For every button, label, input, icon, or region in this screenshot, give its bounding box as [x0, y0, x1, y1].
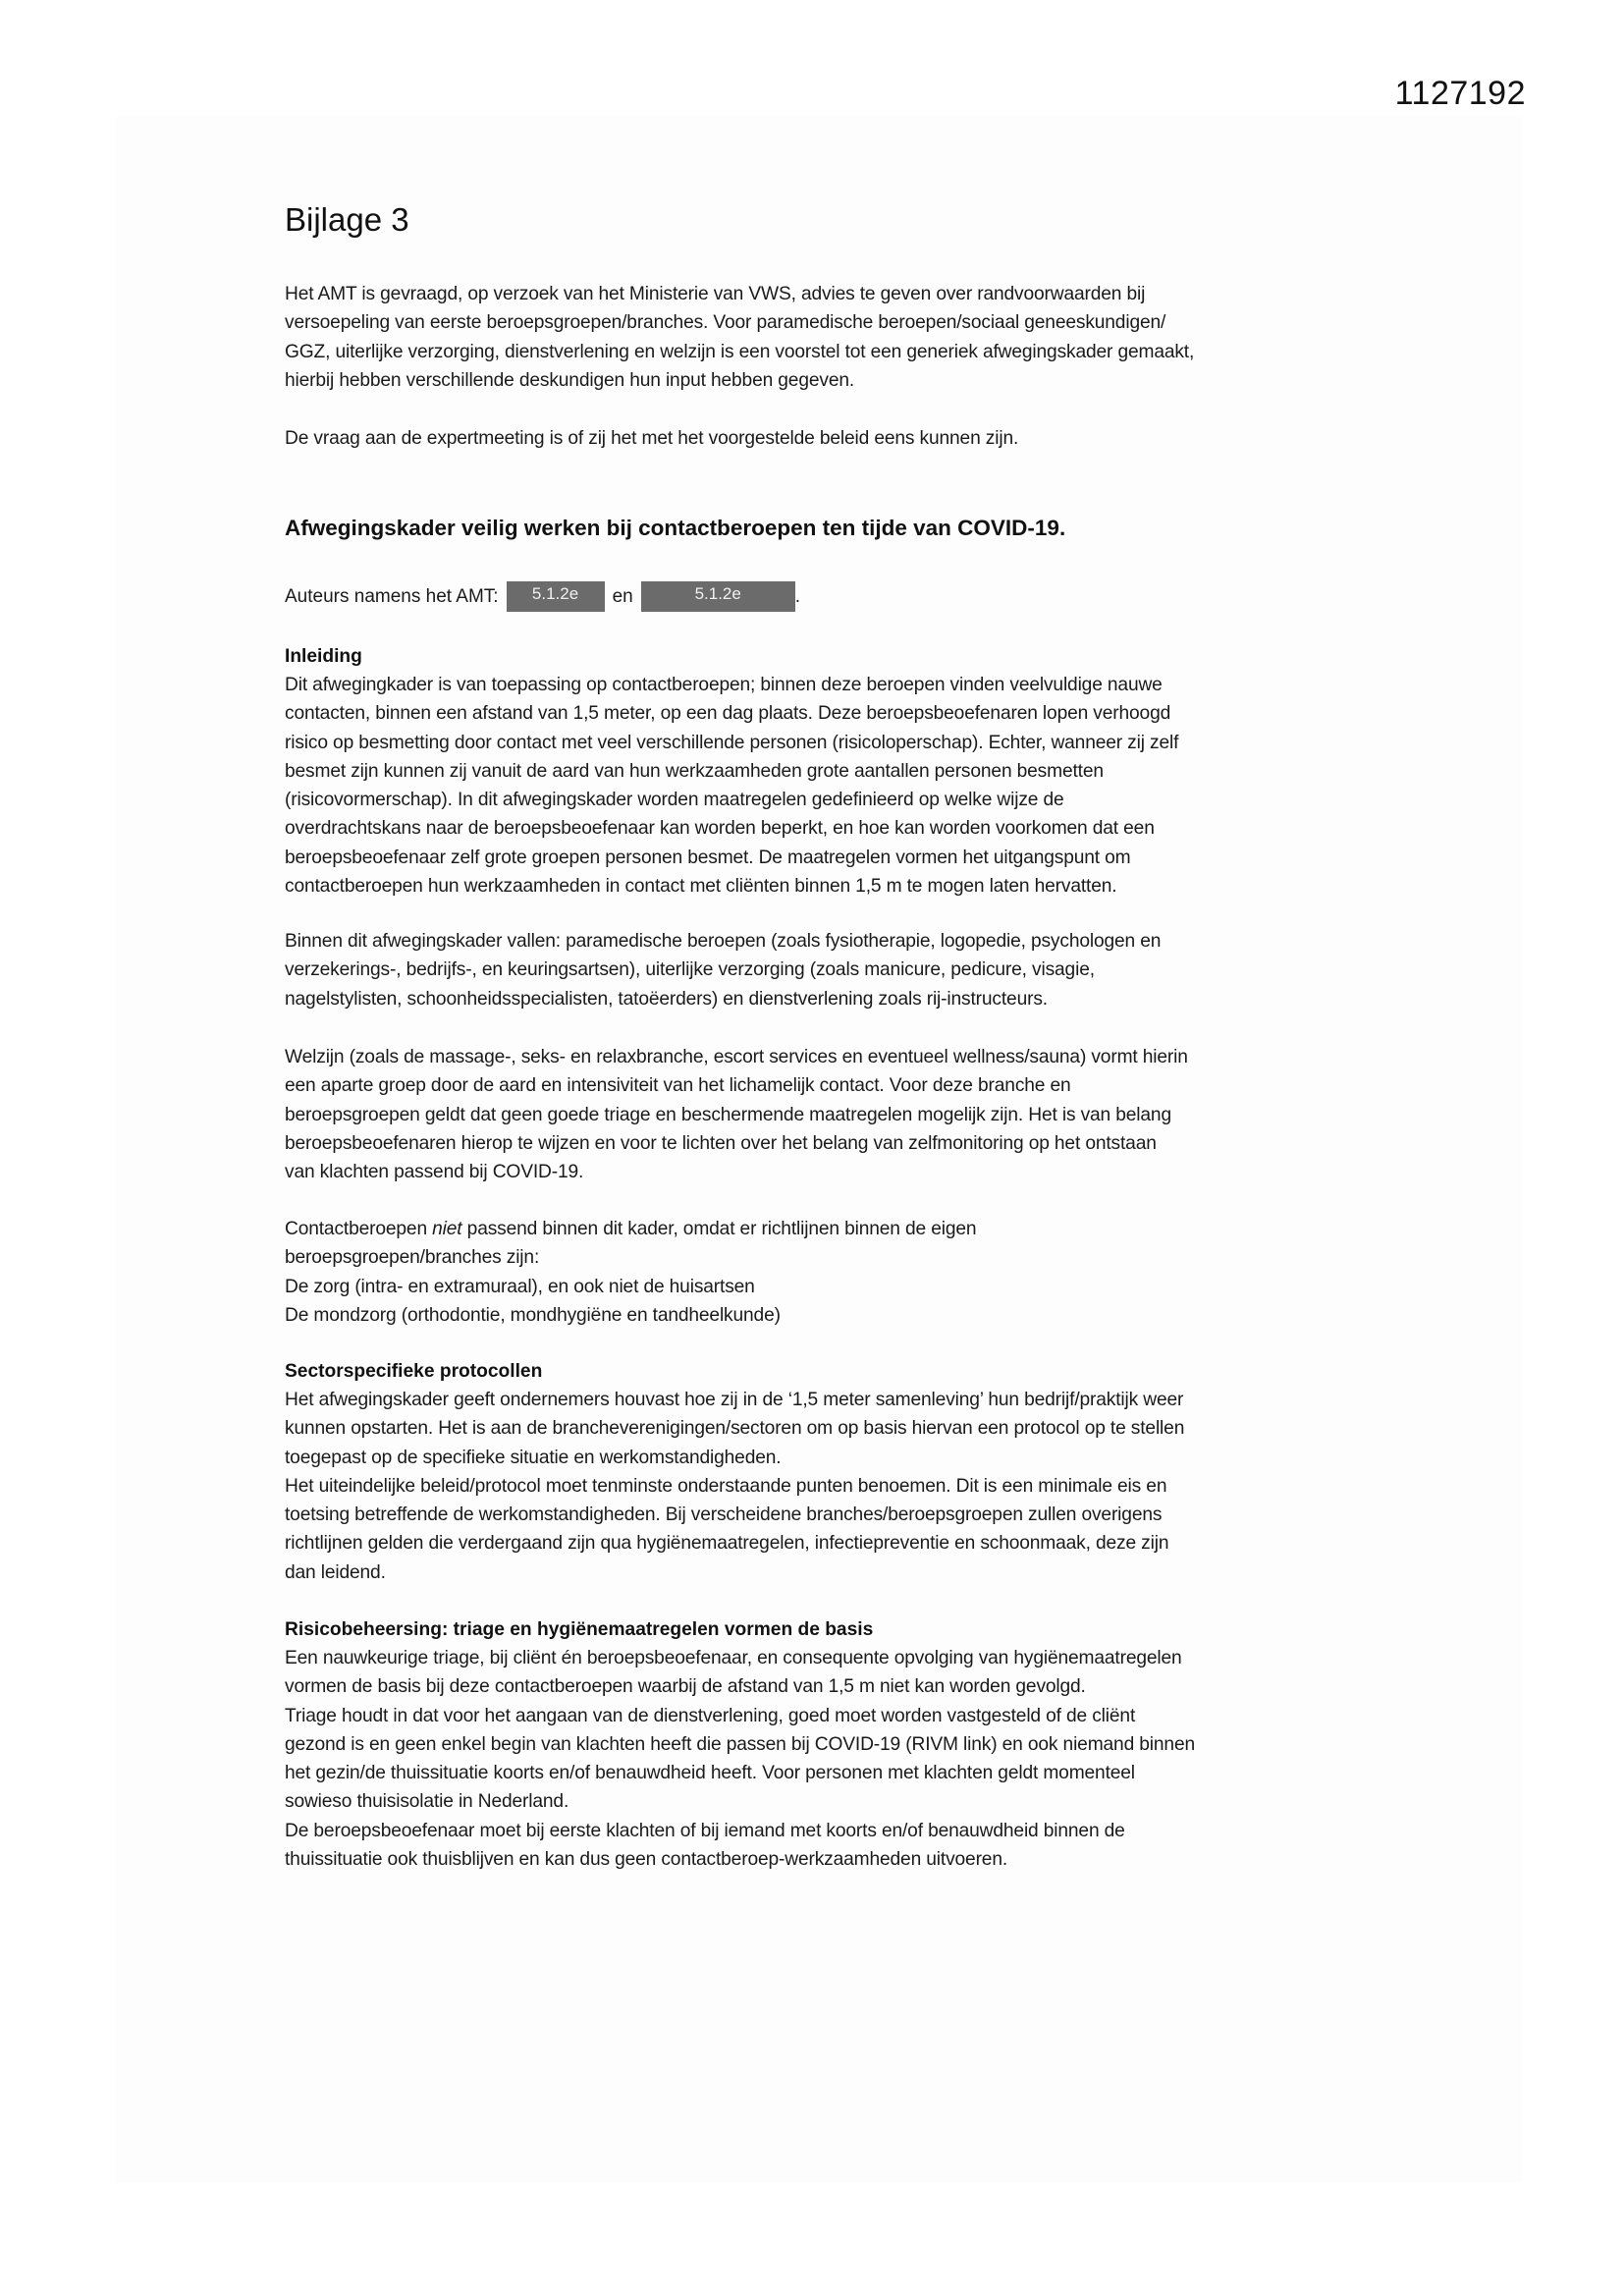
inleiding-paragraph-2: Binnen dit afwegingskader vallen: paramedische beroepen (zoals fysiotherapie, logopedie, psychologen en verzekerings-, bedrijfs-, en keuringsartsen), uiterlijke verzorging (zoals manicure, pedicure, visagie, nagelstylisten, schoonheidsspecialisten, tatoëerders) en dienstverlening zoals rij-instructeurs.: [285, 931, 1162, 1010]
section-heading-risicobeheersing: Risicobeheersing: triage en hygiënemaatregelen vormen de basis: [285, 1619, 874, 1640]
risico-paragraph: Een nauwkeurige triage, bij cliënt én beroepsbeoefenaar, en consequente opvolging van hygiënemaatregelen vormen de basis bij deze contactberoepen waarbij de afstand van 1,5 m niet kan worden gevolgd. Triage houdt in dat voor het aangaan van de dienstverlening, goed moet worden vastgesteld of de cliënt gezond is en geen enkel begin van klachten heeft die passen bij COVID-19 (RIVM link) en ook niemand binnen het gezin/de thuissituatie koorts en/of benauwdheid heeft. Voor personen met klachten geldt momenteel sowieso thuisisolatie in Nederland. De beroepsbeoefenaar moet bij eerste klachten of bij iemand met koorts en/of benauwdheid binnen de thuissituatie ook thuisblijven en kan dus geen contactberoep-werkzaamheden uitvoeren.: [285, 1648, 1195, 1871]
inleiding-paragraph-4: [285, 1215, 1375, 1330]
redaction-box: 5.1.2e: [641, 581, 795, 612]
authors-line: [285, 581, 800, 612]
p4-text-before: Contactberoepen: [285, 1219, 433, 1239]
inleiding-paragraph-1: Dit afwegingkader is van toepassing op contactberoepen; binnen deze beroepen vinden veelvuldige nauwe contacten, binnen een afstand van 1,5 meter, op een dag plaats. Deze beroepsbeoefenaren lopen verhoogd risico op besmetting door contact met veel verschillende personen (risicoloperschap). Echter, wanneer zij zelf besmet zijn kunnen zij vanuit de aard van hun werkzaamheden grote aantallen personen besmetten (risicovormerschap). In dit afwegingskader worden maatregelen gedefinieerd op welke wijze de overdrachtskans naar de beroepsbeoefenaar kan worden beperkt, en hoe kan worden voorkomen dat een beroepsbeoefenaar zelf grote groepen personen besmet. De maatregelen vormen het uitgangspunt om contactberoepen hun werkzaamheden in contact met cliënten binnen 1,5 m te mogen laten hervatten.: [285, 675, 1179, 898]
section-heading-sectorspecifieke: Sectorspecifieke protocollen: [285, 1361, 543, 1382]
authors-conjunction: en: [612, 585, 633, 607]
authors-label: Auteurs namens het AMT:: [285, 585, 499, 607]
question-paragraph: De vraag aan de expertmeeting is of zij het met het voorgestelde beleid eens kunnen zijn.: [285, 428, 1019, 449]
section-heading-inleiding: Inleiding: [285, 646, 362, 667]
document-heading: Afwegingskader veilig werken bij contactberoepen ten tijde van COVID-19.: [285, 516, 1066, 540]
redaction-box: 5.1.2e: [507, 581, 605, 612]
authors-end: .: [794, 585, 800, 607]
p4-text-after: passend binnen dit kader, omdat er richtlijnen binnen de eigen beroepsgroepen/branches zijn: De zorg (intra- en extramuraal), en ook niet de huisartsen De mondzorg (orthodontie, mondhygiëne en tandheelkunde): [285, 1219, 977, 1326]
document-id-number: 1127192: [1394, 75, 1526, 112]
intro-paragraph: Het AMT is gevraagd, op verzoek van het Ministerie van VWS, advies te geven over randvoorwaarden bij versoepeling van eerste beroepsgroepen/branches. Voor paramedische beroepen/sociaal geneeskundigen/ GGZ, uiterlijke verzorging, dienstverlening en welzijn is een voorstel tot een generiek afwegingskader gemaakt, hierbij hebben verschillende deskundigen hun input hebben gegeven.: [285, 284, 1195, 391]
inleiding-paragraph-3: Welzijn (zoals de massage-, seks- en relaxbranche, escort services en eventueel wellness/sauna) vormt hierin een aparte groep door de aard en intensiviteit van het lichamelijk contact. Voor deze branche en beroepsgroepen geldt dat geen goede triage en beschermende maatregelen mogelijk zijn. Het is van belang beroepsbeoefenaren hierop te wijzen en voor te lichten over het belang van zelfmonitoring op het ontstaan van klachten passend bij COVID-19.: [285, 1047, 1188, 1183]
page-title: Bijlage 3: [285, 201, 409, 238]
sector-paragraph: Het afwegingskader geeft ondernemers houvast hoe zij in de ‘1,5 meter samenleving’ hun bedrijf/praktijk weer kunnen opstarten. Het is aan de brancheverenigingen/sectoren om op basis hiervan een protocol op te stellen toegepast op de specifieke situatie en werkomstandigheden. Het uiteindelijke beleid/protocol moet tenminste onderstaande punten benoemen. Dit is een minimale eis en toetsing betreffende de werkomstandigheden. Bij verscheidene branches/beroepsgroepen zullen overigens richtlijnen gelden die verdergaand zijn qua hygiënemaatregelen, infectiepreventie en schoonmaak, deze zijn dan leidend.: [285, 1390, 1185, 1583]
p4-emphasis: niet: [432, 1219, 462, 1239]
